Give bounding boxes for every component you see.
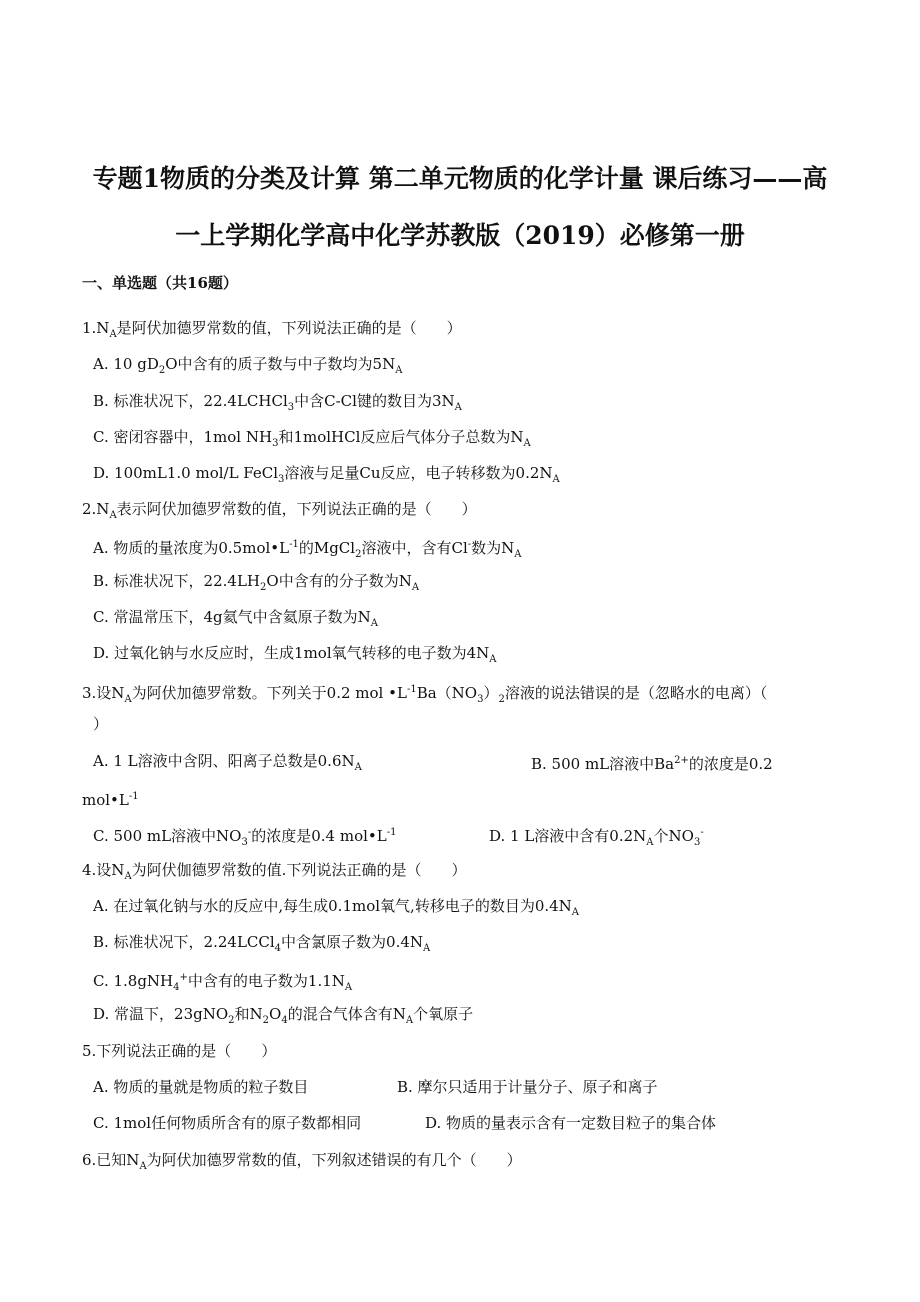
- question-5-option-a: A. 物质的量就是物质的粒子数目: [93, 1078, 309, 1096]
- question-3-stem: 3.设$N_A$为阿伏加德罗常数。下列关于0.2 mol $•L^{-1}Ba(NO_3)_2$溶液的说法错误的是（忽略水的电离）（: [82, 684, 768, 705]
- question-2-option-c: C. 常温常压下，4g氦气中含氦原子数为$N_A$: [93, 608, 378, 629]
- question-4-option-b: B. 标准状况下，2.24LCCl$_4$中含氯原子数为$0.4N_A$: [93, 933, 431, 954]
- question-3-option-b-continued: $mol•L^{-1}$: [82, 791, 139, 809]
- question-1-option-b: B. 标准状况下，22.4LCHCl$_3$中含C-Cl键的数目为$3N_A$: [93, 392, 462, 413]
- question-1-stem: $1.N_A$是阿伏加德罗常数的值，下列说法正确的是（ ）: [82, 319, 462, 340]
- question-3-option-b: B. 500 mL溶液中$Ba^{2+}$的浓度是0.2: [531, 755, 773, 773]
- question-3-stem-continued: ）: [93, 715, 109, 733]
- question-3-option-d: D. 1 L溶液中含有$0.2N_A$个$NO_3^-$: [489, 827, 704, 848]
- question-5-option-d: D. 物质的量表示含有一定数目粒子的集合体: [425, 1114, 717, 1132]
- title-line-2: 一上学期化学高中化学苏教版（2019）必修第一册: [175, 221, 745, 250]
- question-1-option-c: C. 密闭容器中，1mol $NH_3$和1molHCl反应后气体分子总数为$N_A$: [93, 428, 531, 449]
- question-4-option-a: A. 在过氧化钠与水的反应中,每生成0.1mol氧气,转移电子的数目为$0.4N_A$: [93, 897, 580, 918]
- question-1-option-a: A. 10 $gD_2O$中含有的质子数与中子数均为$5N_A$: [93, 355, 403, 376]
- question-4-stem: 4.设$N_A$为阿伏伽德罗常数的值.下列说法正确的是（ ）: [82, 861, 467, 882]
- question-4-option-d: D. 常温下，23gNO$_2$和$N_2O_4$的混合气体含有$N_A$个氧原子: [93, 1005, 474, 1026]
- question-2-stem: $2.N_A$表示阿伏加德罗常数的值，下列说法正确的是（ ）: [82, 500, 477, 521]
- question-3-option-c: C. 500 mL溶液中$NO_3^-$的浓度是0.4 $mol•L^{-1}$: [93, 827, 397, 848]
- question-2-option-b: B. 标准状况下，$22.4LH_2O$中含有的分子数为$N_A$: [93, 572, 420, 593]
- question-2-option-a: A. 物质的量浓度为$0.5mol•L^{-1}$的MgCl$_2$溶液中，含有Cl-数为$N_A$: [93, 539, 522, 560]
- question-6-stem: 6.已知$N_A$为阿伏加德罗常数的值，下列叙述错误的有几个（ ）: [82, 1151, 522, 1172]
- question-2-option-d: D. 过氧化钠与水反应时，生成1mol氧气转移的电子数为$4N_A$: [93, 644, 497, 665]
- question-5-option-b: B. 摩尔只适用于计量分子、原子和离子: [397, 1078, 658, 1096]
- question-5-stem: 5.下列说法正确的是（ ）: [82, 1042, 277, 1060]
- question-4-option-c: C. 1.8gNH$_4$+中含有的电子数为$1.1N_A$: [93, 972, 353, 993]
- question-3-option-a: A. 1 L溶液中含阴、阳离子总数是$0.6N_A$: [93, 752, 362, 773]
- question-5-option-c: C. 1mol任何物质所含有的原子数都相同: [93, 1114, 362, 1132]
- question-1-option-d: D. 100mL1.0 mol/L FeCl$_3$溶液与足量Cu反应，电子转移数为$0.2N_A$: [93, 464, 560, 485]
- section-heading: 一、单选题（共16题）: [82, 274, 238, 292]
- document-title: [70, 150, 850, 264]
- title-line-1: 专题1物质的分类及计算 第二单元物质的化学计量 课后练习——高: [92, 164, 828, 193]
